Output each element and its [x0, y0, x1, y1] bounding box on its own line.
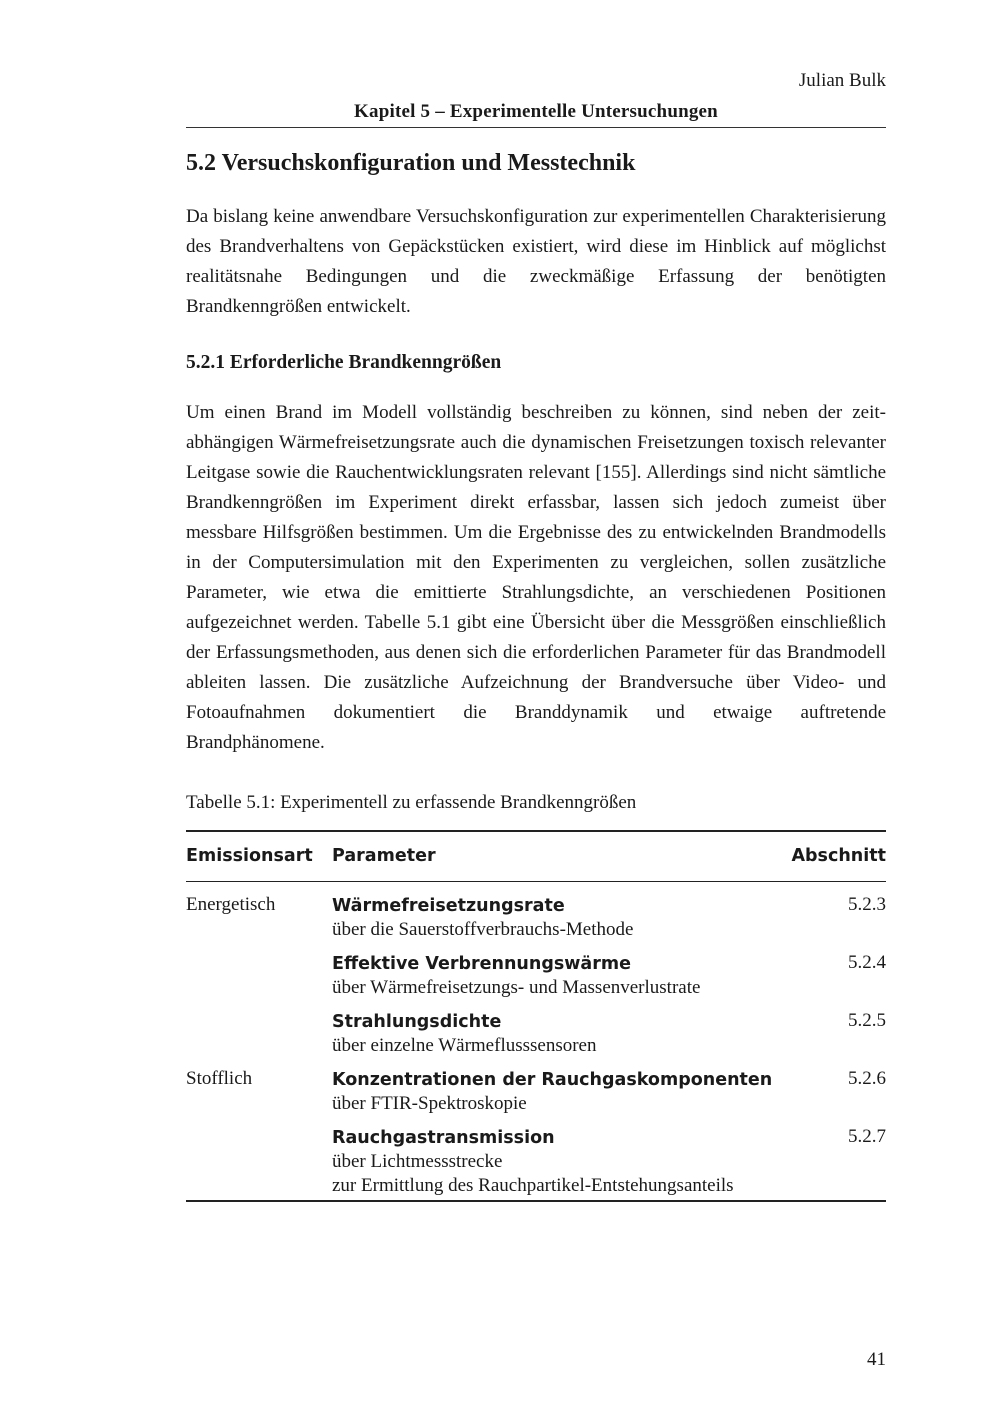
header-emissionsart: Emissionsart: [186, 846, 313, 866]
row-parameter: [332, 952, 812, 1000]
subsection-paragraph: Um einen Brand im Modell vollständig beschreiben zu können, sind neben der zeitabhängigen Wärmefreisetzungsrate auch die dynamischen Freisetzungen toxisch relevanter Leitgase sowie die Rauchentwicklungsraten relevant [155]. Allerdings sind nicht sämtliche Brandkenngrößen im Experiment direkt erfassbar, lassen sich jedoch zumeist über messbare Hilfsgrößen bestimmen. Um die Ergebnisse des zu entwickelnden Brandmodells in der Computersimulation mit den Experimenten zu vergleichen, sollen zusätzliche Parameter, wie etwa die emittierte Strahlungsdichte, an verschiedenen Positionen aufgezeichnet werden. Tabelle 5.1 gibt eine Übersicht über die Messgrößen einschließlich der Erfassungsmethoden, aus denen sich die erforderlichen Parameter für das Brandmodell ableiten lassen. Die zusätzliche Aufzeichnung der Brandversuche über Video- und Fotoaufnahmen dokumentiert die Branddynamik und etwaige auftretende Brandphänomene.: [186, 402, 886, 753]
chapter-header: Kapitel 5 – Experimentelle Untersuchungen: [354, 101, 718, 122]
row-section: 5.2.7: [848, 1126, 886, 1147]
row-parameter-name: Effektive Verbrennungswärme: [332, 954, 631, 974]
row-parameter-desc: über einzelne Wärmeflusssensoren: [332, 1035, 597, 1056]
header-parameter: Parameter: [332, 846, 436, 866]
section-paragraph: Da bislang keine anwendbare Versuchskonfiguration zur experimentellen Charakterisierung des Brandverhaltens von Gepäckstücken existiert, wird diese im Hinblick auf möglichst realitätsnahe Bedingungen und die zweckmäßige Erfassung der benötigten Brandkenngrößen entwickelt.: [186, 206, 886, 317]
row-type: Energetisch: [186, 894, 276, 915]
table-caption: Tabelle 5.1: Experimentell zu erfassende Brandkenngrößen: [186, 792, 637, 813]
header-abschnitt: Abschnitt: [791, 846, 886, 866]
table-header: [186, 832, 886, 881]
author-name: Julian Bulk: [798, 70, 886, 91]
row-parameter-name: Strahlungsdichte: [332, 1012, 502, 1032]
row-parameter: [332, 1126, 812, 1198]
table-bottom-rule: [186, 1200, 886, 1202]
row-parameter-desc: über FTIR-Spektroskopie: [332, 1093, 527, 1114]
page-number: 41: [867, 1349, 886, 1370]
row-parameter-desc: über Wärmefreisetzungs- und Massenverlustrate: [332, 977, 701, 998]
header-rule: [186, 127, 886, 128]
row-section: 5.2.3: [848, 894, 886, 915]
row-parameter-desc: über Lichtmessstrecke: [332, 1151, 503, 1172]
row-section: 5.2.5: [848, 1010, 886, 1031]
row-parameter-name: Rauchgastransmission: [332, 1128, 555, 1148]
table-body: [186, 882, 886, 1200]
row-parameter-name: Wärmefreisetzungsrate: [332, 896, 565, 916]
row-parameter-desc-2: zur Ermittlung des Rauchpartikel-Entstehungsanteils: [332, 1175, 734, 1196]
section-title: 5.2 Versuchskonfiguration und Messtechnik: [186, 150, 636, 176]
row-parameter: [332, 894, 812, 942]
row-section: 5.2.6: [848, 1068, 886, 1089]
row-type: Stofflich: [186, 1068, 253, 1089]
row-parameter: [332, 1010, 812, 1058]
row-parameter-desc: über die Sauerstoffverbrauchs-Methode: [332, 919, 634, 940]
row-section: 5.2.4: [848, 952, 886, 973]
subsection-title: 5.2.1 Erforderliche Brandkenngrößen: [186, 352, 502, 373]
row-parameter-name: Konzentrationen der Rauchgaskomponenten: [332, 1070, 773, 1090]
parameter-table: [186, 830, 886, 1202]
row-parameter: [332, 1068, 812, 1116]
